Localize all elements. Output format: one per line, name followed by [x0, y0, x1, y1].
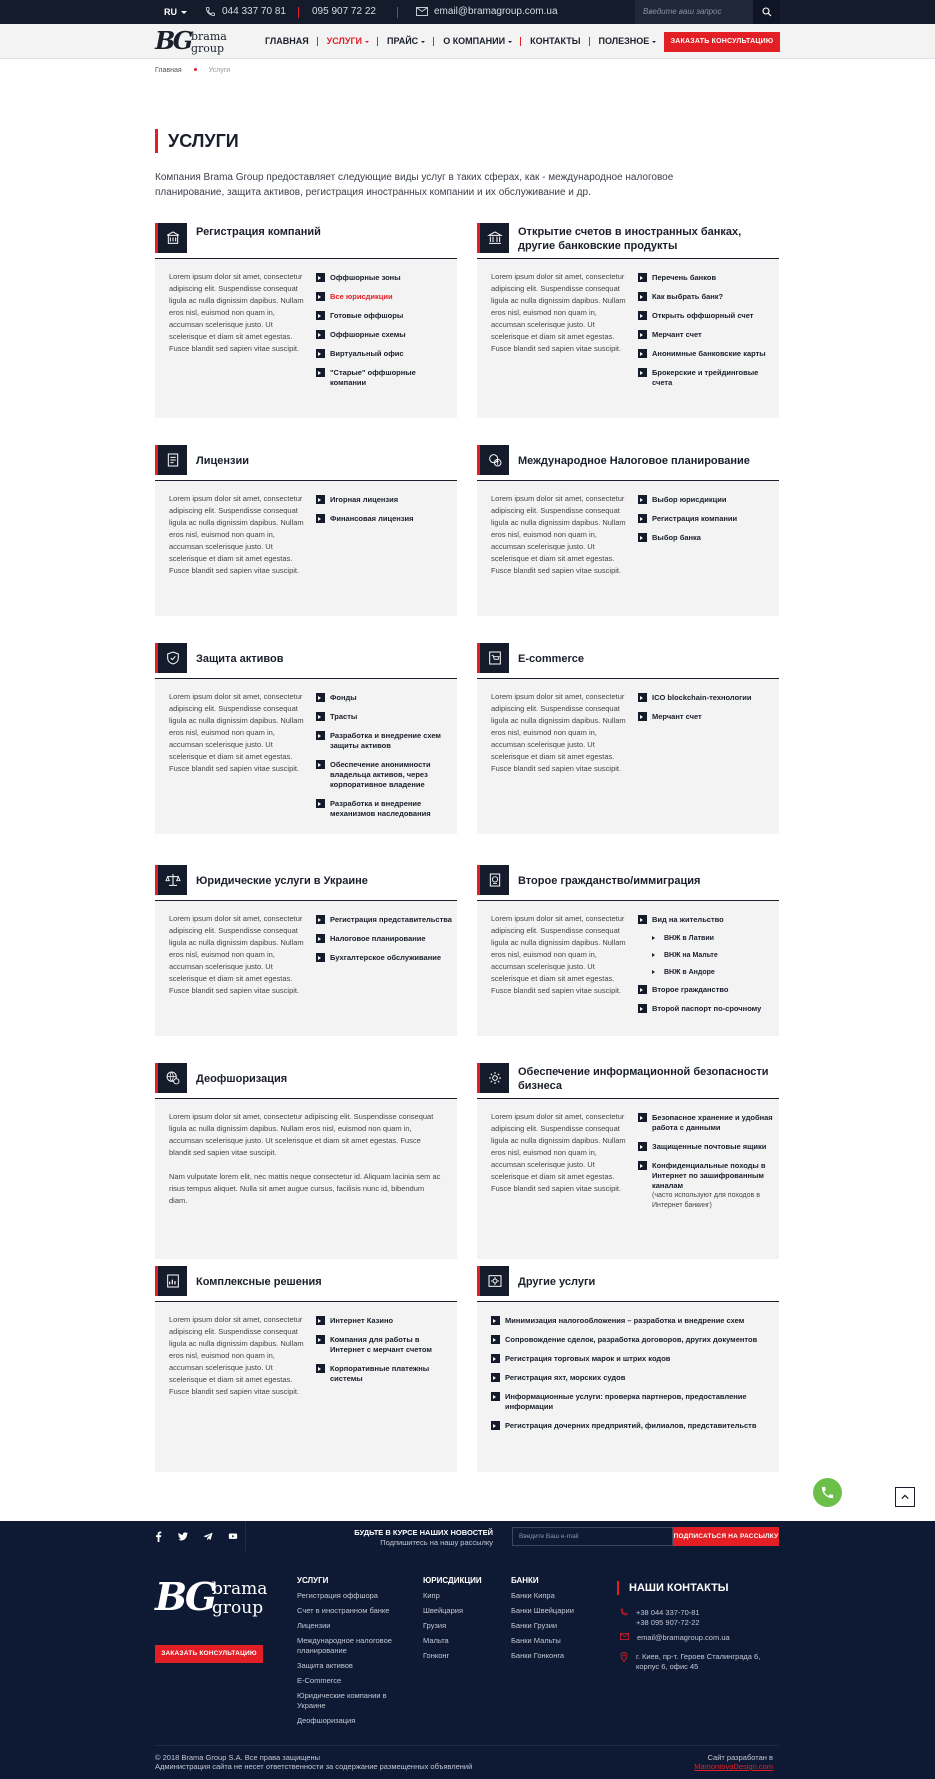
phone-icon — [620, 1608, 628, 1616]
mail-icon — [416, 7, 428, 16]
service-card-text: Lorem ipsum dolor sit amet, consectetur adipiscing elit. Suspendisse consequat ligula ac nulla dignissim dapibus. Nullam eros nisl, euismod non quam in, accumsan scelerisque justo. Ut scelerisque et diam sit amet egestas. Fusce blandit sed sapien vitae suscipit. — [169, 272, 304, 353]
service-card-header — [155, 1266, 457, 1302]
top-bar — [0, 0, 935, 24]
service-link[interactable] — [638, 292, 776, 302]
tax-icon — [477, 445, 509, 475]
newsletter-email-input[interactable]: Введите Ваш e-mail — [512, 1527, 673, 1546]
divider — [298, 7, 299, 18]
twitter-icon[interactable] — [175, 1528, 191, 1544]
service-link-label: Регистрация дочерних предприятий, филиалов, представительств — [505, 1421, 757, 1430]
phone-link-2[interactable] — [312, 6, 376, 17]
footer-banks-list — [511, 1591, 591, 1666]
service-link-label: Регистрация торговых марок и штрих кодов — [505, 1354, 671, 1363]
footer-copyright — [155, 1753, 472, 1771]
location-pin-icon — [620, 1652, 628, 1662]
service-link[interactable] — [316, 514, 454, 524]
footer-jurisdictions-list — [423, 1591, 493, 1666]
page-intro: Компания Brama Group предоставляет следующие виды услуг в таких сферах, как - международное налоговое планирование, защита активов, регистрация иностранных компании и их обслуживание и др. — [155, 172, 674, 198]
service-link[interactable] — [316, 799, 454, 819]
scroll-top-button[interactable] — [895, 1487, 915, 1507]
service-link-label: Регистрация представительства — [330, 915, 452, 924]
footer-bank-link[interactable]: Банки Швейцарии — [511, 1606, 574, 1615]
footer-jurisdiction-link[interactable]: Швейцария — [423, 1606, 464, 1615]
page-title: УСЛУГИ — [155, 129, 239, 153]
service-card-text: Lorem ipsum dolor sit amet, consectetur adipiscing elit. Suspendisse consequat ligula ac nulla dignissim dapibus. Nullam eros nisl, euismod non quam in, accumsan scelerisque justo. Ut scelerisque et diam sit amet egestas. Fusce blandit sed sapien vitae suscipit. — [169, 1315, 304, 1396]
phone-icon — [205, 6, 216, 17]
service-card-text: Lorem ipsum dolor sit amet, consectetur adipiscing elit. Suspendisse consequat ligula ac nulla dignissim dapibus. Nullam eros nisl, euismod non quam in, accumsan scelerisque justo. Ut scelerisque et diam sit amet egestas. Fusce blandit sed sapien vitae suscipit. — [169, 1112, 434, 1157]
service-link-label: Игорная лицензия — [330, 495, 399, 504]
footer-services-link[interactable]: Юридические компании в Украине — [297, 1691, 387, 1710]
service-link-label: ВНЖ в Андоре — [664, 969, 715, 976]
service-card-title[interactable]: E-commerce — [518, 653, 585, 665]
service-card-text: Lorem ipsum dolor sit amet, consectetur adipiscing elit. Suspendisse consequat ligula ac nulla dignissim dapibus. Nullam eros nisl, euismod non quam in, accumsan scelerisque justo. Ut scelerisque et diam sit amet egestas. Fusce blandit sed sapien vitae suscipit. — [491, 692, 626, 773]
service-links — [638, 273, 776, 397]
email-link[interactable] — [416, 6, 558, 17]
service-links — [316, 495, 454, 533]
service-link-label: Интернет Казино — [330, 1316, 394, 1325]
service-link-label: Вид на жительство — [652, 915, 724, 924]
service-link[interactable] — [316, 330, 454, 340]
service-link-label: Мерчант счет — [652, 712, 702, 721]
service-link-label: Сопровождение сделок, разработка договоров, других документов — [505, 1335, 758, 1344]
developer-text: Сайт разработан в — [707, 1753, 773, 1762]
service-card-text: Lorem ipsum dolor sit amet, consectetur adipiscing elit. Suspendisse consequat ligula ac nulla dignissim dapibus. Nullam eros nisl, euismod non quam in, accumsan scelerisque justo. Ut scelerisque et diam sit amet egestas. Fusce blandit sed sapien vitae suscipit. — [491, 1112, 626, 1193]
service-link[interactable] — [316, 311, 454, 321]
service-link[interactable] — [316, 495, 454, 505]
service-link[interactable] — [316, 1316, 454, 1326]
service-link-label: Фонды — [330, 693, 357, 702]
service-link-label: Регистрация компании — [652, 514, 738, 523]
service-link[interactable] — [316, 1364, 454, 1384]
service-link-label: Информационные услуги: проверка партнеров, предоставление информации — [505, 1392, 747, 1411]
service-links — [638, 915, 776, 1023]
logo-mark: BG — [155, 1574, 215, 1619]
footer-bank-link[interactable]: Банки Грузии — [511, 1621, 558, 1630]
service-card-header — [477, 1266, 779, 1302]
language-selector[interactable]: RU — [164, 7, 187, 17]
service-card-text: Lorem ipsum dolor sit amet, consectetur adipiscing elit. Suspendisse consequat ligula ac nulla dignissim dapibus. Nullam eros nisl, euismod non quam in, accumsan scelerisque justo. Ut scelerisque et diam sit amet egestas. Fusce blandit sed sapien vitae suscipit. — [169, 692, 304, 773]
footer-jurisdictions-title: ЮРИСДИКЦИИ — [423, 1576, 482, 1585]
service-link[interactable] — [316, 693, 454, 703]
service-link[interactable] — [638, 968, 776, 978]
footer-services-link[interactable]: Лицензии — [297, 1621, 331, 1630]
service-link[interactable] — [316, 349, 454, 359]
settings-icon — [477, 1266, 509, 1296]
service-card-header — [155, 223, 457, 259]
footer-services-title: УСЛУГИ — [297, 1576, 329, 1585]
service-link[interactable] — [638, 934, 776, 944]
service-card-header — [477, 865, 779, 901]
service-card-title[interactable]: Защита активов — [196, 653, 284, 665]
phone-number-1: 044 337 70 81 — [222, 6, 286, 17]
service-link-label: Анонимные банковские карты — [652, 349, 766, 358]
chevron-down-icon — [508, 41, 512, 45]
service-links — [316, 1316, 454, 1393]
service-link[interactable] — [638, 273, 776, 283]
service-card-title[interactable]: Деофшоризация — [196, 1073, 288, 1085]
service-link[interactable] — [491, 1316, 771, 1326]
service-link[interactable] — [316, 953, 454, 963]
service-link-label: Как выбрать банк? — [652, 292, 724, 301]
service-link[interactable] — [316, 731, 454, 751]
service-link-label: Брокерские и трейдинговые счета — [652, 368, 759, 387]
ecommerce-icon — [477, 643, 509, 673]
service-link[interactable] — [316, 273, 454, 283]
copyright-text: © 2018 Brama Group S.A. Все права защищены — [155, 1753, 321, 1762]
service-link-label: "Старые" оффшорные компании — [330, 368, 416, 387]
footer-phones — [620, 1608, 700, 1628]
footer-services-link[interactable]: Защита активов — [297, 1661, 353, 1670]
footer-developer — [620, 1753, 773, 1771]
service-link[interactable] — [638, 693, 776, 703]
service-card-header — [155, 445, 457, 481]
service-card — [155, 1302, 457, 1472]
footer-phone-2[interactable]: +38 095 907-72-22 — [636, 1618, 700, 1627]
service-link-label: Корпоративные платежны системы — [330, 1364, 430, 1383]
phone-number-2: 095 907 72 22 — [312, 6, 376, 17]
service-link[interactable] — [638, 514, 776, 524]
service-link-label: Конфиденциальные походы в Интернет по зашифрованным каналам — [652, 1161, 766, 1190]
service-card-text: Lorem ipsum dolor sit amet, consectetur adipiscing elit. Suspendisse consequat ligula ac nulla dignissim dapibus. Nullam eros nisl, euismod non quam in, accumsan scelerisque justo. Ut scelerisque et diam sit amet egestas. Fusce blandit sed sapien vitae suscipit. — [169, 914, 304, 995]
service-link[interactable] — [491, 1421, 771, 1431]
service-link[interactable] — [638, 1161, 776, 1211]
service-link[interactable] — [316, 712, 454, 722]
chevron-up-icon — [901, 1494, 909, 1500]
nav-item-about[interactable] — [434, 36, 521, 46]
service-link[interactable] — [638, 349, 776, 359]
deoffshore-icon — [155, 1063, 187, 1093]
service-link[interactable] — [638, 495, 776, 505]
nav-item-home[interactable]: ГЛАВНАЯ — [256, 36, 318, 46]
search-icon — [762, 7, 772, 17]
service-link-label: Выбор юрисдикции — [652, 495, 727, 504]
social-divider — [245, 1521, 246, 1551]
service-link[interactable] — [638, 915, 776, 925]
service-card — [155, 481, 457, 616]
service-card-title[interactable]: Лицензии — [196, 455, 249, 467]
chevron-down-icon — [365, 41, 369, 45]
nav-item-label: О КОМПАНИИ — [443, 36, 506, 46]
service-link[interactable] — [316, 915, 454, 925]
mail-icon — [620, 1633, 629, 1640]
service-link-label: ВНЖ в Латвии — [664, 935, 714, 942]
passport-icon — [477, 865, 509, 895]
footer-jurisdiction-link[interactable]: Кипр — [423, 1591, 440, 1600]
service-card-title[interactable]: Юридические услуги в Украине — [196, 875, 368, 887]
breadcrumb-current: Услуги — [208, 67, 231, 74]
logo-line-1: brama — [212, 1579, 268, 1599]
telegram-icon[interactable] — [200, 1528, 216, 1544]
service-card — [155, 901, 457, 1036]
service-card-header — [477, 223, 779, 259]
service-link[interactable] — [316, 934, 454, 944]
footer-bank-link[interactable]: Банки Гонконга — [511, 1651, 565, 1660]
footer-services-link[interactable]: Регистрация оффшора — [297, 1591, 378, 1600]
youtube-icon[interactable] — [225, 1528, 241, 1544]
service-link-label: Готовые оффшоры — [330, 311, 404, 320]
phone-icon — [820, 1485, 835, 1500]
service-link[interactable] — [316, 368, 454, 388]
footer-bank-link[interactable]: Банки Кипра — [511, 1591, 555, 1600]
scales-icon — [155, 865, 187, 895]
service-link[interactable] — [491, 1354, 771, 1364]
service-link[interactable] — [638, 712, 776, 722]
service-links — [316, 915, 454, 972]
phone-link-1[interactable] — [205, 6, 286, 17]
breadcrumb-home[interactable]: Главная — [155, 67, 182, 74]
service-card — [477, 481, 779, 616]
service-link[interactable] — [316, 292, 454, 302]
service-link-label: Разработка и внедрение схем защиты активов — [330, 731, 441, 750]
service-card-header — [477, 643, 779, 679]
logo-line-2: group — [191, 42, 225, 55]
service-links — [316, 273, 454, 397]
service-link[interactable] — [491, 1373, 771, 1383]
consultation-button[interactable]: ЗАКАЗАТЬ КОНСУЛЬТАЦИЮ — [664, 32, 780, 52]
service-card-title[interactable]: Второе гражданство/иммиграция — [518, 875, 701, 887]
search-button[interactable] — [753, 0, 780, 24]
service-link-label: Минимизация налогообложения – разработка и внедрение схем — [505, 1316, 745, 1325]
service-link[interactable] — [638, 368, 776, 388]
service-card — [155, 1099, 457, 1259]
email-text: email@bramagroup.com.ua — [434, 6, 558, 17]
chevron-down-icon — [421, 41, 425, 45]
service-link-label: ICO blockchain-технологии — [652, 693, 752, 702]
search-input[interactable]: Введите ваш запрос — [635, 0, 753, 24]
service-link-label: Безопасное хранение и удобная работа с данными — [652, 1113, 773, 1132]
service-card-title[interactable]: Обеспечение информационной безопасности бизнеса — [518, 1066, 769, 1092]
subscribe-button[interactable]: ПОДПИСАТЬСЯ НА РАССЫЛКУ — [673, 1527, 779, 1546]
bank-icon — [477, 223, 509, 253]
service-card — [477, 1302, 779, 1472]
breadcrumb-separator — [194, 68, 197, 71]
service-link[interactable] — [638, 1113, 776, 1133]
logo-line-2: group — [212, 1598, 264, 1618]
service-card-header — [155, 865, 457, 901]
service-card — [477, 679, 779, 834]
service-card-text: Lorem ipsum dolor sit amet, consectetur adipiscing elit. Suspendisse consequat ligula ac nulla dignissim dapibus. Nullam eros nisl, euismod non quam in, accumsan scelerisque justo. Ut scelerisque et diam sit amet egestas. Fusce blandit sed sapien vitae suscipit. — [169, 494, 304, 575]
service-link[interactable] — [638, 951, 776, 961]
building-icon — [155, 223, 187, 253]
newsletter-subtitle: Подпишитесь на нашу рассылку — [380, 1538, 493, 1547]
nav-item-label: ПРАЙС — [387, 36, 419, 46]
footer-services-link[interactable]: Счет в иностранном банке — [297, 1606, 390, 1615]
service-links — [491, 1316, 771, 1440]
service-link[interactable] — [638, 1004, 776, 1014]
service-card-text: Nam vulputate lorem elit, nec mattis neque consectetur id. Aliquam lacinia sem ac risus tempus aliquet. Nulla sit amet augue cursus, facilisis nunc id, bibendum diam. — [169, 1172, 441, 1205]
footer-logo[interactable] — [155, 1574, 268, 1621]
call-button[interactable] — [813, 1478, 842, 1507]
service-link[interactable] — [491, 1392, 771, 1412]
service-link-label: Мерчант счет — [652, 330, 702, 339]
service-link-label: Разработка и внедрение механизмов наследования — [330, 799, 431, 818]
license-icon — [155, 445, 187, 475]
footer-services-list — [297, 1591, 397, 1731]
gear-icon — [477, 1063, 509, 1093]
main-header — [0, 24, 935, 59]
footer-services-link[interactable]: Деофшоризация — [297, 1716, 356, 1725]
footer-contacts-title: НАШИ КОНТАКТЫ — [617, 1581, 729, 1595]
footer-jurisdiction-link[interactable]: Гонконг — [423, 1651, 450, 1660]
service-link-label: Оффшорные схемы — [330, 330, 406, 339]
nav-item-label: УСЛУГИ — [326, 36, 363, 46]
service-link-label: Налоговое планирование — [330, 934, 426, 943]
service-link-label: ВНЖ на Мальте — [664, 952, 718, 959]
service-card — [155, 259, 457, 418]
logo-line-1: brama — [191, 30, 227, 43]
service-link-label: Компания для работы в Интернет с мерчант счетом — [330, 1335, 432, 1354]
service-link-label: Все юрисдикции — [330, 292, 393, 301]
service-card-header — [155, 1063, 457, 1099]
footer-divider — [155, 1745, 779, 1746]
main-nav — [256, 36, 665, 46]
service-links — [638, 495, 776, 552]
footer-email[interactable]: email@bramagroup.com.ua — [637, 1633, 730, 1642]
footer-email-row — [620, 1633, 730, 1643]
service-card-text: Lorem ipsum dolor sit amet, consectetur adipiscing elit. Suspendisse consequat ligula ac nulla dignissim dapibus. Nullam eros nisl, euismod non quam in, accumsan scelerisque justo. Ut scelerisque et diam sit amet egestas. Fusce blandit sed sapien vitae suscipit. — [491, 272, 626, 353]
service-link[interactable] — [316, 1335, 454, 1355]
service-link[interactable] — [491, 1335, 771, 1345]
service-link[interactable] — [638, 311, 776, 321]
service-card-title[interactable]: Другие услуги — [518, 1276, 596, 1288]
service-link-label: Выбор банка — [652, 533, 701, 542]
service-card-title[interactable]: Комплексные решения — [196, 1276, 322, 1288]
service-card-header — [155, 643, 457, 679]
service-card-header — [477, 1063, 779, 1099]
service-card-title[interactable]: Международное Налоговое планирование — [518, 455, 750, 467]
breadcrumb — [155, 67, 230, 74]
developer-link[interactable]: MamontovaDesign.com — [694, 1762, 773, 1771]
chevron-down-icon — [652, 41, 656, 45]
service-links — [316, 693, 454, 828]
footer-phone-1[interactable]: +38 044 337-70-81 — [636, 1608, 700, 1617]
newsletter-bar — [0, 1521, 935, 1551]
service-card-title[interactable]: Регистрация компаний — [196, 226, 321, 238]
service-card-text: Lorem ipsum dolor sit amet, consectetur adipiscing elit. Suspendisse consequat ligula ac nulla dignissim dapibus. Nullam eros nisl, euismod non quam in, accumsan scelerisque justo. Ut scelerisque et diam sit amet egestas. Fusce blandit sed sapien vitae suscipit. — [491, 494, 626, 575]
nav-item-contacts[interactable]: КОНТАКТЫ — [521, 36, 589, 46]
footer-address: г. Киев, пр-т. Героев Сталинграда 6, корпус 6, офис 45 — [636, 1652, 761, 1671]
nav-item-price[interactable] — [378, 36, 434, 46]
service-link-label: Виртуальный офис — [330, 349, 404, 358]
nav-item-services[interactable] — [318, 36, 378, 46]
service-link-label: Перечень банков — [652, 273, 717, 282]
service-link-label: Второй паспорт по-срочному — [652, 1004, 762, 1013]
service-link-label: Обеспечение анонимности владельца активов, через корпоративное владение — [330, 760, 431, 789]
service-card — [477, 901, 779, 1036]
service-card — [155, 679, 457, 834]
service-card-header — [477, 445, 779, 481]
service-card-text: Lorem ipsum dolor sit amet, consectetur adipiscing elit. Suspendisse consequat ligula ac nulla dignissim dapibus. Nullam eros nisl, euismod non quam in, accumsan scelerisque justo. Ut scelerisque et diam sit amet egestas. Fusce blandit sed sapien vitae suscipit. — [491, 914, 626, 995]
service-link-label: Защищенные почтовые ящики — [652, 1142, 767, 1151]
nav-item-label: ПОЛЕЗНОЕ — [598, 36, 650, 46]
disclaimer-text: Администрация сайта не несет ответственности за содержание размещенных объявлений — [155, 1762, 473, 1771]
service-card — [477, 1099, 779, 1259]
service-link[interactable] — [638, 1142, 776, 1152]
footer-consultation-button[interactable]: ЗАКАЗАТЬ КОНСУЛЬТАЦИЮ — [155, 1645, 263, 1663]
footer-bank-link[interactable]: Банки Мальты — [511, 1636, 561, 1645]
footer-jurisdiction-link[interactable]: Грузия — [423, 1621, 447, 1630]
chart-icon — [155, 1266, 187, 1296]
service-card — [477, 259, 779, 418]
service-link[interactable] — [638, 533, 776, 543]
link-note: (часто используют для походов в Интернет банкинг) — [652, 1192, 760, 1209]
service-link-label: Оффшорные зоны — [330, 273, 401, 282]
service-link[interactable] — [638, 985, 776, 995]
newsletter-title: БУДЬТЕ В КУРСЕ НАШИХ НОВОСТЕЙ — [354, 1528, 493, 1537]
footer-services-link[interactable]: E-Commerce — [297, 1676, 342, 1685]
shield-icon — [155, 643, 187, 673]
divider — [397, 7, 398, 18]
service-card-title[interactable]: Открытие счетов в иностранных банках, другие банковские продукты — [518, 226, 742, 252]
service-link-label: Второе гражданство — [652, 985, 729, 994]
logo[interactable] — [155, 27, 230, 57]
nav-item-useful[interactable] — [590, 36, 666, 46]
service-links — [638, 1113, 776, 1220]
logo-mark: BG — [155, 26, 191, 55]
footer-address-row — [620, 1652, 780, 1672]
service-link-label: Открыть оффшорный счет — [652, 311, 754, 320]
service-link[interactable] — [316, 760, 454, 790]
service-links — [638, 693, 776, 731]
footer-jurisdiction-link[interactable]: Мальта — [423, 1636, 449, 1645]
footer-services-link[interactable]: Международное налоговое планирование — [297, 1636, 392, 1655]
service-link-label: Финансовая лицензия — [330, 514, 414, 523]
footer-banks-title: БАНКИ — [511, 1576, 539, 1585]
facebook-icon[interactable] — [150, 1528, 166, 1544]
service-link[interactable] — [638, 330, 776, 340]
service-link-label: Трасты — [330, 712, 358, 721]
service-link-label: Бухгалтерское обслуживание — [330, 953, 442, 962]
service-link-label: Регистрация яхт, морских судов — [505, 1373, 626, 1382]
